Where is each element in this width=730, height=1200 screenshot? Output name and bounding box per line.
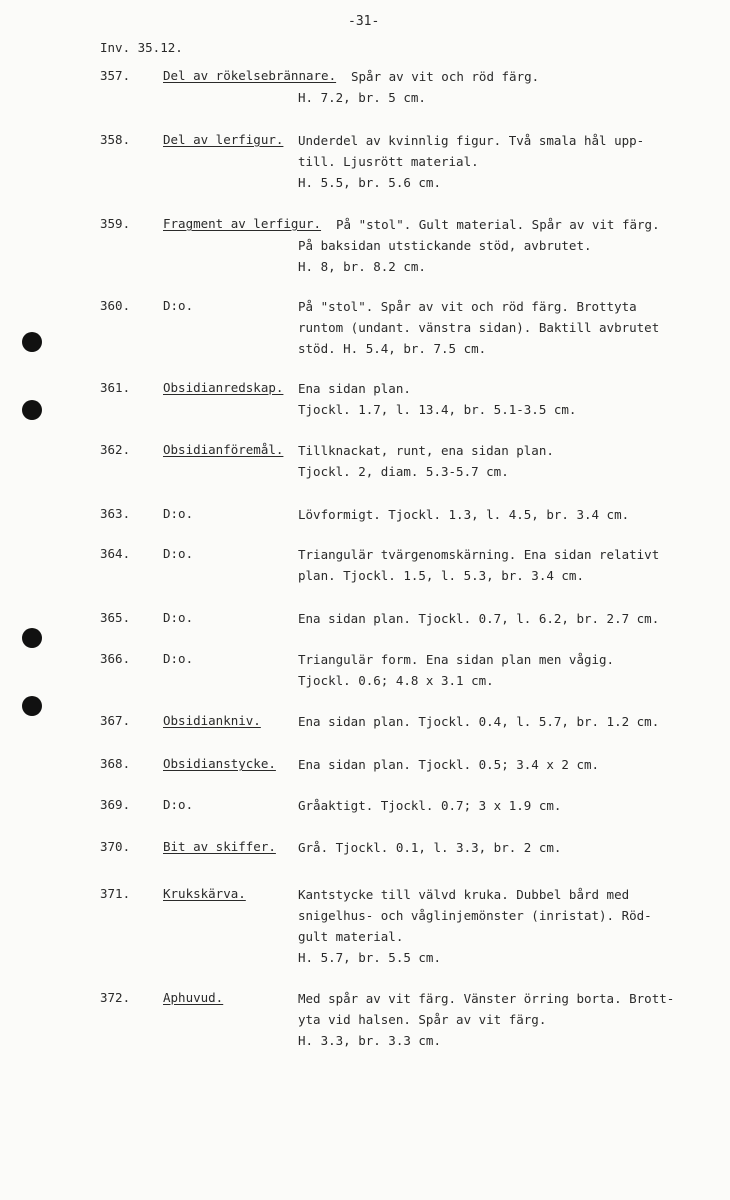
description-line: Underdel av kvinnlig figur. Två smala hål upp- [298, 133, 645, 148]
page-number: -31- [348, 14, 380, 29]
entry-description [298, 504, 718, 525]
entry-number: 367. [100, 713, 131, 728]
punch-hole-1 [22, 332, 42, 352]
description-line: Triangulär tvärgenomskärning. Ena sidan relativt [298, 547, 660, 562]
punch-hole-3 [22, 628, 42, 648]
entry-number: 362. [100, 442, 131, 457]
entry-description [298, 649, 718, 691]
description-line: På "stol". Spår av vit och röd färg. Brottyta [298, 299, 637, 314]
entry-number: 357. [100, 68, 131, 83]
entry-description [298, 440, 718, 482]
entry-label: Fragment av lerfigur. [163, 216, 322, 231]
entry-label: D:o. [163, 610, 194, 625]
entry-number: 371. [100, 886, 131, 901]
description-line: Ena sidan plan. [298, 381, 411, 396]
description-line: Lövformigt. Tjockl. 1.3, l. 4.5, br. 3.4 cm. [298, 507, 630, 522]
entry-description [298, 378, 718, 420]
description-line: H. 7.2, br. 5 cm. [298, 90, 426, 105]
entry-label: Krukskärva. [163, 886, 246, 901]
entry-number: 365. [100, 610, 131, 625]
entry-number: 358. [100, 132, 131, 147]
description-line: Med spår av vit färg. Vänster örring borta. Brott- [298, 991, 675, 1006]
entry-label: Del av rökelsebrännare. [163, 68, 337, 83]
entry-description [298, 544, 718, 586]
entry-number: 370. [100, 839, 131, 854]
entry-label: Bit av skiffer. [163, 839, 276, 854]
entry-number: 366. [100, 651, 131, 666]
description-line: Tjockl. 2, diam. 5.3-5.7 cm. [298, 464, 509, 479]
entry-number: 360. [100, 298, 131, 313]
entry-label: D:o. [163, 797, 194, 812]
entry-description [298, 296, 718, 359]
description-line: yta vid halsen. Spår av vit färg. [298, 1012, 547, 1027]
punch-hole-2 [22, 400, 42, 420]
entry-description [298, 130, 718, 193]
description-line: Spår av vit och röd färg. [351, 69, 540, 84]
entry-description [298, 608, 718, 629]
punch-hole-4 [22, 696, 42, 716]
description-line: plan. Tjockl. 1.5, l. 5.3, br. 3.4 cm. [298, 568, 584, 583]
inventory-number: Inv. 35.12. [100, 40, 183, 55]
entry-description [298, 988, 718, 1051]
description-line: H. 5.7, br. 5.5 cm. [298, 950, 441, 965]
description-line: Ena sidan plan. Tjockl. 0.7, l. 6.2, br. 2.7 cm. [298, 611, 660, 626]
description-line: H. 8, br. 8.2 cm. [298, 259, 426, 274]
entry-label: D:o. [163, 298, 194, 313]
description-line: Grå. Tjockl. 0.1, l. 3.3, br. 2 cm. [298, 840, 562, 855]
entry-description [298, 754, 718, 775]
entry-label: Obsidiankniv. [163, 713, 261, 728]
entry-number: 363. [100, 506, 131, 521]
description-line: till. Ljusrött material. [298, 154, 479, 169]
description-line: Gråaktigt. Tjockl. 0.7; 3 x 1.9 cm. [298, 798, 562, 813]
description-line: Ena sidan plan. Tjockl. 0.5; 3.4 x 2 cm. [298, 757, 600, 772]
entry-number: 369. [100, 797, 131, 812]
entry-label: Aphuvud. [163, 990, 224, 1005]
description-line: stöd. H. 5.4, br. 7.5 cm. [298, 341, 487, 356]
description-line: Tjockl. 1.7, l. 13.4, br. 5.1-3.5 cm. [298, 402, 577, 417]
description-line: På baksidan utstickande stöd, avbrutet. [298, 238, 592, 253]
description-line: Triangulär form. Ena sidan plan men vågig. [298, 652, 615, 667]
description-line: Ena sidan plan. Tjockl. 0.4, l. 5.7, br. 1.2 cm. [298, 714, 660, 729]
entry-number: 359. [100, 216, 131, 231]
entry-number: 361. [100, 380, 131, 395]
entry-label: D:o. [163, 651, 194, 666]
description-line: gult material. [298, 929, 404, 944]
entry-description [298, 795, 718, 816]
entry-label: Del av lerfigur. [163, 132, 284, 147]
entry-description [298, 66, 718, 108]
entry-label: Obsidianredskap. [163, 380, 284, 395]
entry-description [298, 884, 718, 968]
description-line: Tillknackat, runt, ena sidan plan. [298, 443, 554, 458]
description-line: snigelhus- och våglinjemönster (inristat). Röd- [298, 908, 652, 923]
entry-label: D:o. [163, 506, 194, 521]
description-line: H. 5.5, br. 5.6 cm. [298, 175, 441, 190]
description-line: runtom (undant. vänstra sidan). Baktill avbrutet [298, 320, 660, 335]
description-line: Tjockl. 0.6; 4.8 x 3.1 cm. [298, 673, 494, 688]
entry-description [298, 711, 718, 732]
entry-label: Obsidianföremål. [163, 442, 284, 457]
entry-description [298, 214, 718, 277]
entry-number: 368. [100, 756, 131, 771]
entry-number: 364. [100, 546, 131, 561]
entry-description [298, 837, 718, 858]
entry-number: 372. [100, 990, 131, 1005]
description-line: H. 3.3, br. 3.3 cm. [298, 1033, 441, 1048]
entry-label: Obsidianstycke. [163, 756, 276, 771]
description-line: På "stol". Gult material. Spår av vit färg. [336, 217, 660, 232]
entry-label: D:o. [163, 546, 194, 561]
description-line: Kantstycke till välvd kruka. Dubbel bård med [298, 887, 630, 902]
